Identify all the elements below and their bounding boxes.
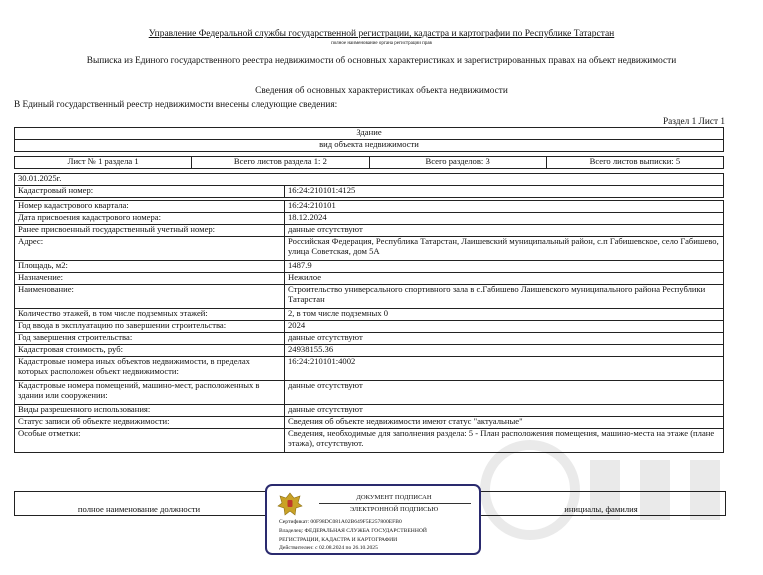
coat-of-arms-icon	[276, 490, 304, 518]
stamp-owner-line-2: РЕГИСТРАЦИИ, КАДАСТРА И КАРТОГРАФИИ	[279, 537, 398, 543]
electronic-signature-stamp	[265, 484, 481, 555]
intro-text: В Единый государственный реестр недвижимости внесены следующие сведения:	[14, 100, 338, 110]
row-label: Особые отметки:	[15, 429, 285, 453]
stamp-certificate: Сертификат: 00F98DC081A02B649F5E257800EFB0	[279, 519, 402, 525]
document-title: Выписка из Единого государственного реестра недвижимости об основных характеристиках и зарегистрированных правах на объект недвижимости	[86, 56, 677, 66]
object-type-value: Здание	[15, 128, 724, 140]
row-label: Номер кадастрового квартала:	[15, 201, 285, 213]
total-sections: Всего разделов: 3	[369, 157, 546, 169]
row-value: Российская Федерация, Республика Татарстан, Лаишевский муниципальный район, с.п Габишевское, село Габишево, улица Советская, дом 5А	[285, 237, 724, 261]
row-value: 24938155.36	[285, 345, 724, 357]
row-label: Статус записи об объекте недвижимости:	[15, 417, 285, 429]
row-label: Кадастровая стоимость, руб:	[15, 345, 285, 357]
organization-name: Управление Федеральной службы государственной регистрации, кадастра и картографии по Республике Татарстан	[148, 29, 615, 39]
stamp-subtitle: ЭЛЕКТРОННОЙ ПОДПИСЬЮ	[349, 506, 439, 513]
row-value: 16:24:210101	[285, 201, 724, 213]
row-label: Год ввода в эксплуатацию по завершении строительства:	[15, 321, 285, 333]
stamp-divider	[319, 503, 471, 504]
position-label: полное наименование должности	[77, 504, 201, 514]
section-title: Сведения об основных характеристиках объекта недвижимости	[255, 86, 508, 96]
row-value: Строительство универсального спортивного зала в с.Габишево Лаишевского муниципального района Республики Татарстан	[285, 285, 724, 309]
row-label: Адрес:	[15, 237, 285, 261]
table-row	[15, 237, 724, 261]
row-label: Дата присвоения кадастрового номера:	[15, 213, 285, 225]
characteristics-table	[14, 200, 724, 453]
initials-label: инициалы, фамилия	[564, 504, 638, 514]
object-type-table	[14, 127, 724, 152]
organization-caption: полное наименование органа регистрации прав	[331, 41, 432, 46]
row-label: Количество этажей, в том числе подземных этажей:	[15, 309, 285, 321]
row-value: 2, в том числе подземных 0	[285, 309, 724, 321]
row-label: Кадастровые номера иных объектов недвижимости, в пределах которых расположен объект недвижимости:	[15, 357, 285, 381]
table-row	[15, 201, 724, 213]
table-row	[15, 405, 724, 417]
table-row	[15, 381, 724, 405]
row-label: Площадь, м2:	[15, 261, 285, 273]
row-value: Сведения об объекте недвижимости имеют статус "актуальные"	[285, 417, 724, 429]
cadastral-number-label: Кадастровый номер:	[15, 186, 285, 198]
row-label: Ранее присвоенный государственный учетный номер:	[15, 225, 285, 237]
row-value: данные отсутствуют	[285, 333, 724, 345]
table-row	[15, 225, 724, 237]
row-label: Кадастровые номера помещений, машино-мест, расположенных в здании или сооружении:	[15, 381, 285, 405]
table-row	[15, 285, 724, 309]
stamp-validity: Действителен: с 02.08.2024 по 26.10.2025	[279, 545, 378, 551]
row-value: 1487.9	[285, 261, 724, 273]
table-row	[15, 333, 724, 345]
row-value: данные отсутствуют	[285, 405, 724, 417]
table-row	[15, 357, 724, 381]
stamp-owner-line-1: Владелец: ФЕДЕРАЛЬНАЯ СЛУЖБА ГОСУДАРСТВЕННОЙ	[279, 528, 427, 534]
row-label: Наименование:	[15, 285, 285, 309]
row-value: Сведения, необходимые для заполнения раздела: 5 - План расположения помещения, машино-места на этаже (плане этажа), отсутствуют.	[285, 429, 724, 453]
table-row	[15, 261, 724, 273]
table-row	[15, 321, 724, 333]
table-row	[15, 273, 724, 285]
record-date: 30.01.2025г.	[15, 174, 724, 186]
total-sheets-extract: Всего листов выписки: 5	[546, 157, 723, 169]
table-row	[15, 213, 724, 225]
row-label: Назначение:	[15, 273, 285, 285]
row-value: 2024	[285, 321, 724, 333]
cadastral-number-value: 16:24:210101:4125	[285, 186, 724, 198]
part-label: Раздел 1 Лист 1	[662, 117, 725, 127]
row-label: Год завершения строительства:	[15, 333, 285, 345]
row-value: 16:24:210101:4002	[285, 357, 724, 381]
row-value: данные отсутствуют	[285, 225, 724, 237]
object-type-caption: вид объекта недвижимости	[15, 140, 724, 152]
row-value: 18.12.2024	[285, 213, 724, 225]
sheets-table	[14, 156, 724, 169]
row-label: Виды разрешенного использования:	[15, 405, 285, 417]
table-row	[15, 417, 724, 429]
table-row	[15, 345, 724, 357]
table-row	[15, 309, 724, 321]
row-value: данные отсутствуют	[285, 381, 724, 405]
total-sheets-section: Всего листов раздела 1: 2	[192, 157, 369, 169]
sheet-number: Лист № 1 раздела 1	[15, 157, 192, 169]
row-value: Нежилое	[285, 273, 724, 285]
record-header-table	[14, 173, 724, 198]
watermark-logo	[470, 430, 740, 550]
stamp-title: ДОКУМЕНТ ПОДПИСАН	[356, 494, 432, 501]
